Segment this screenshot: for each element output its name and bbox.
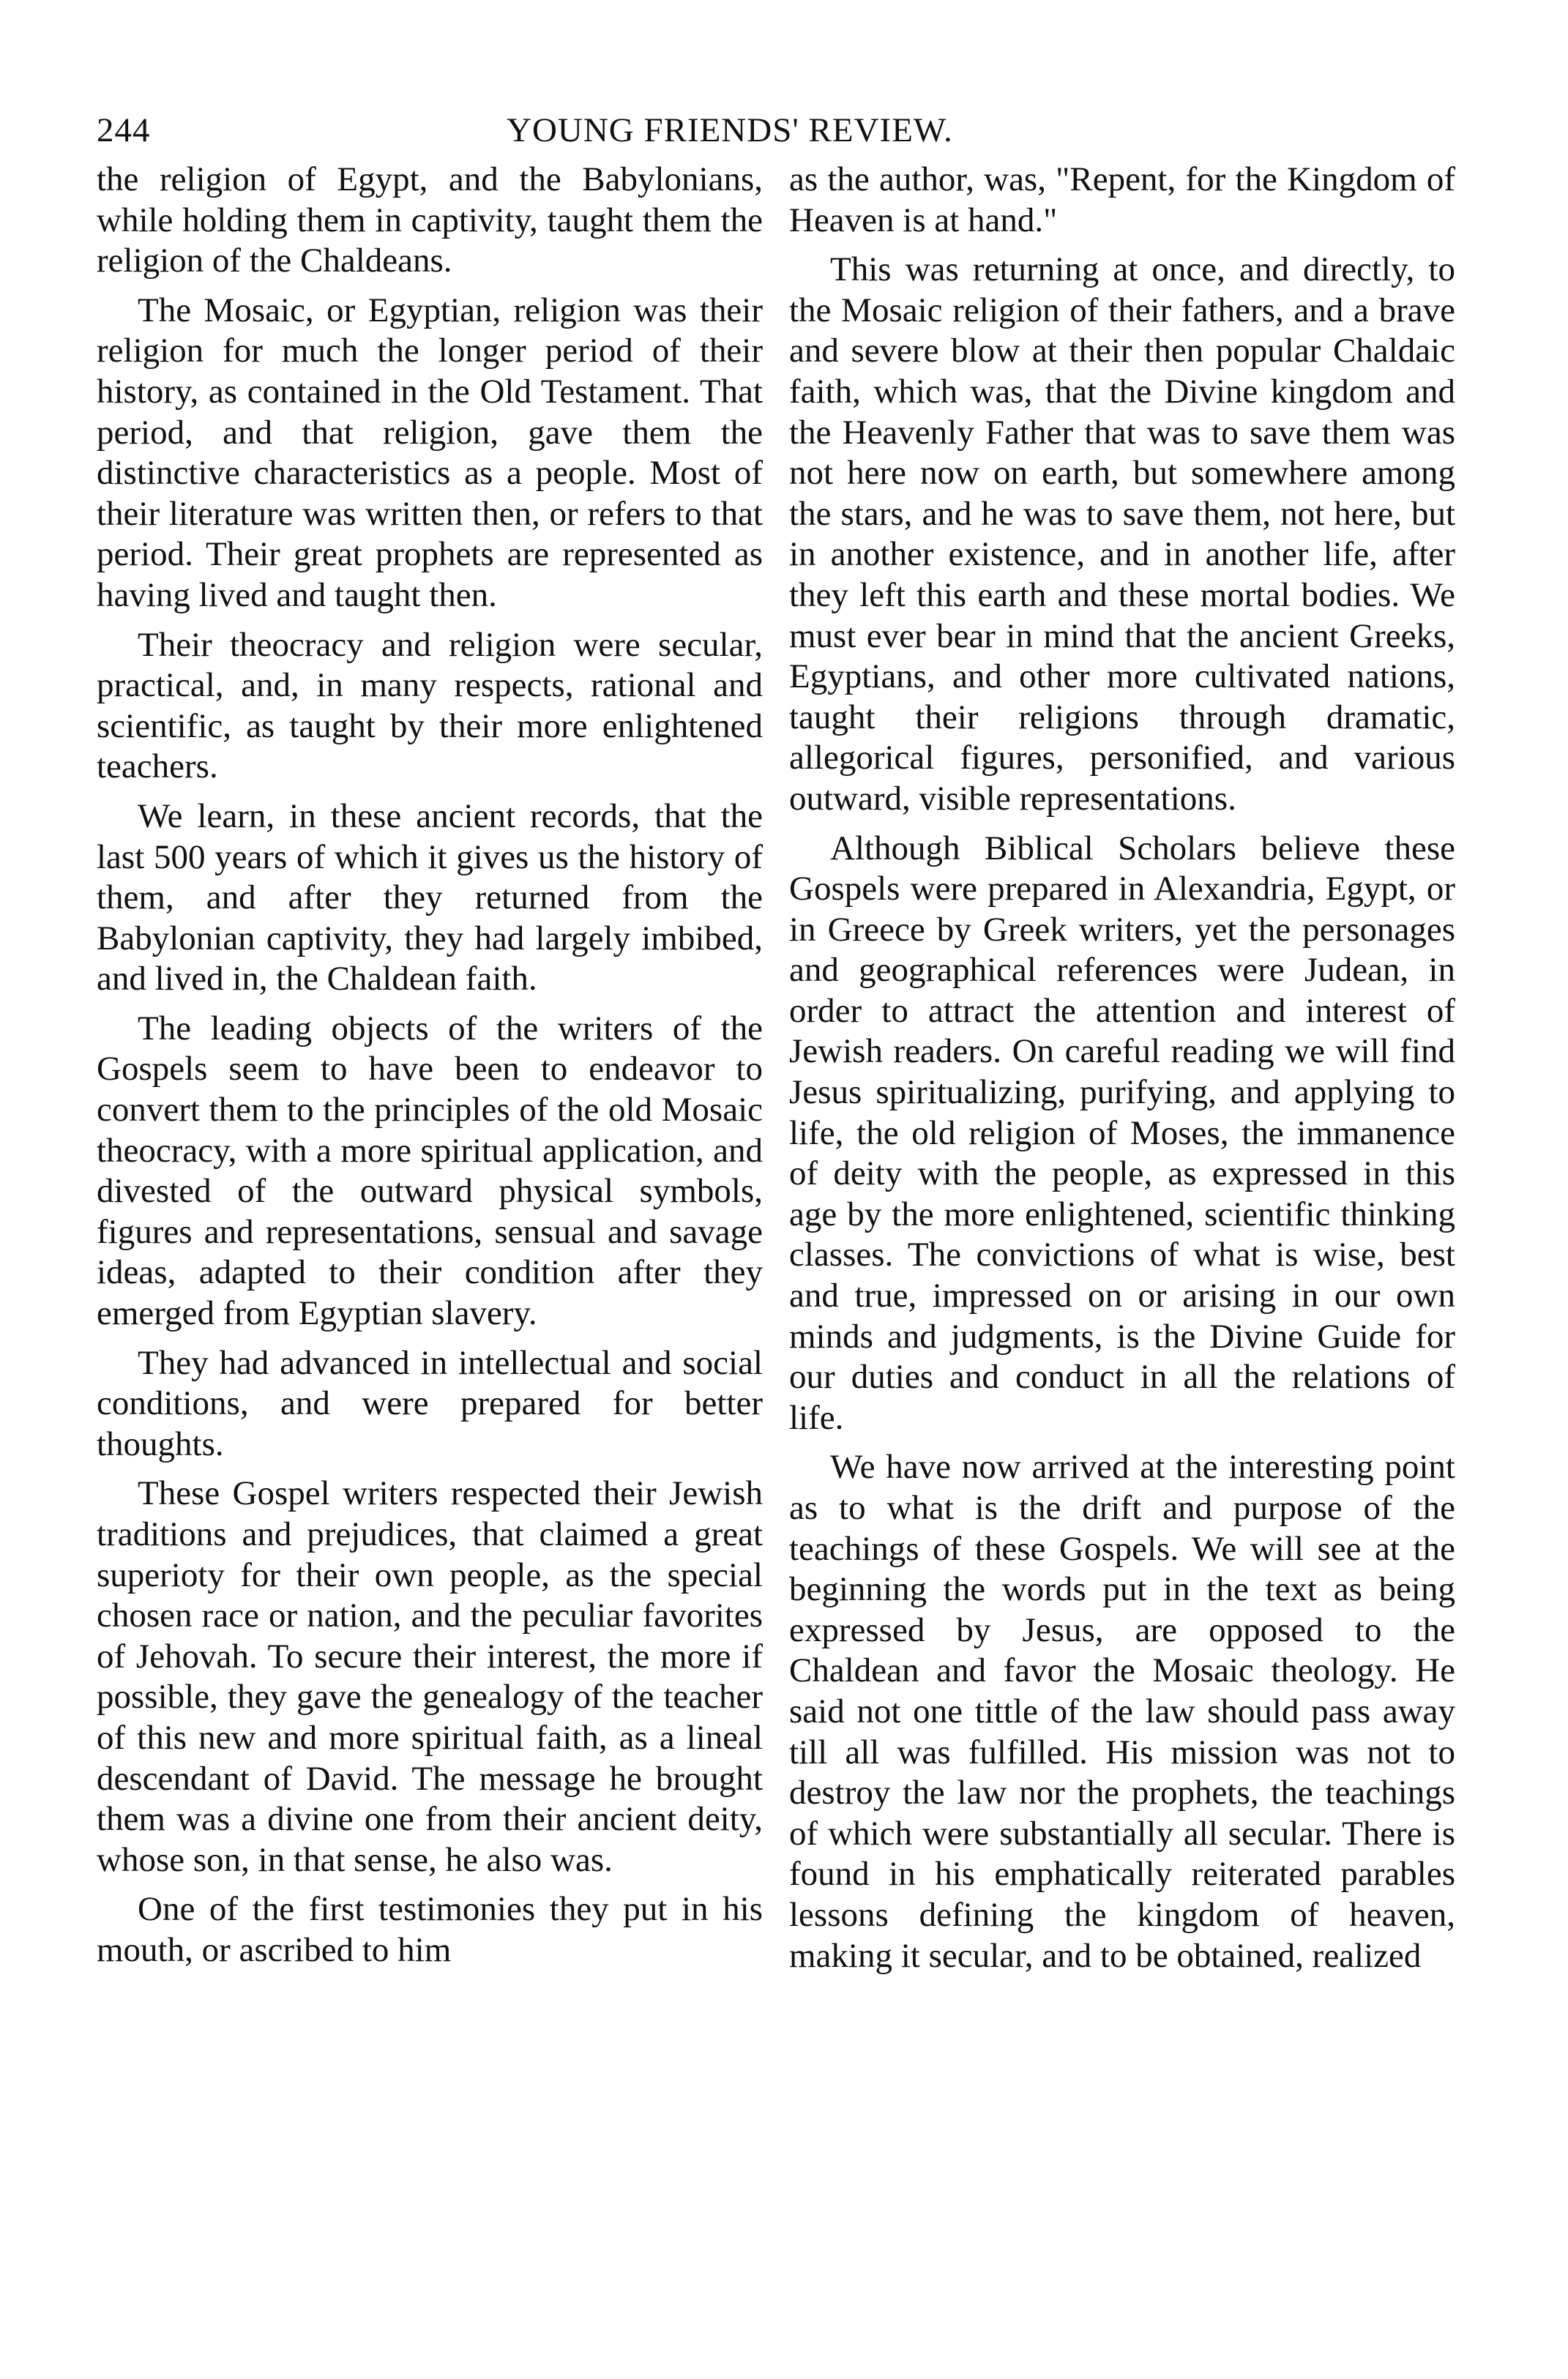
paragraph: They had advanced in intellectual and social conditions, and were prepared for better thoughts. bbox=[97, 1343, 763, 1463]
paragraph: One of the first testimonies they put in his mouth, or ascribed to him bbox=[97, 1890, 763, 1969]
left-column bbox=[97, 160, 763, 2348]
paragraph: Their theocracy and religion were secular, practical, and, in many respects, rational and scientific, as taught by their more enlightened teachers. bbox=[97, 625, 763, 786]
page-number: 244 bbox=[97, 111, 151, 149]
right-column bbox=[789, 160, 1455, 2348]
paragraph: We have now arrived at the interesting point as to what is the drift and purpose of the teachings of these Gospels. We will see at the beginning the words put in the text as being expressed by Jesus, are opposed to the Chaldean and favor the Mosaic theology. He said not one tittle of the law should pass away till all was fulfilled. His mission was not to destroy the law nor the prophets, the teachings of which were substantially all secular. There is found in his emphatically reiterated parables lessons defining the kingdom of heaven, making it secular, and to be obtained, realized bbox=[789, 1448, 1455, 1975]
paragraph: This was returning at once, and directly, to the Mosaic religion of their fathers, and a brave and severe blow at their then popular Chaldaic faith, which was, that the Divine kingdom and the Heavenly Father that was to save them was not here now on earth, but somewhere among the stars, and he was to save them, not here, but in another existence, and in another life, after they left this earth and these mortal bodies. We must ever bear in mind that the ancient Greeks, Egyptians, and other more cultivated nations, taught their religions through dramatic, allegorical figures, personified, and various outward, visible representations. bbox=[789, 250, 1455, 818]
paragraph: The leading objects of the writers of the Gospels seem to have been to endeavor to convert them to the principles of the old Mosaic theocracy, with a more spiritual application, and divested of the outward physical symbols, figures and representations, sensual and savage ideas, adapted to their condition after they emerged from Egyptian slavery. bbox=[97, 1009, 763, 1333]
paragraph: the religion of Egypt, and the Babylonians, while holding them in captivity, taught them the religion of the Chaldeans. bbox=[97, 160, 763, 280]
paragraph: as the author, was, "Repent, for the Kingdom of Heaven is at hand." bbox=[789, 160, 1455, 239]
page-header bbox=[97, 108, 1452, 152]
paragraph: The Mosaic, or Egyptian, religion was their religion for much the longer period of their history, as contained in the Old Testament. That period, and that religion, gave them the distinctive characteristics as a people. Most of their literature was written then, or refers to that period. Their great prophets are represented as having lived and taught then. bbox=[97, 291, 763, 614]
paragraph: Although Biblical Scholars believe these Gospels were prepared in Alexandria, Egypt, or in Greece by Greek writers, yet the personages and geographical references were Judean, in order to attract the attention and interest of Jewish readers. On careful reading we will find Jesus spiritualizing, purifying, and applying to life, the old religion of Moses, the immanence of deity with the people, as expressed in this age by the more enlightened, scientific thinking classes. The convictions of what is wise, best and true, impressed on or arising in our own minds and judgments, is the Divine Guide for our duties and conduct in all the relations of life. bbox=[789, 829, 1455, 1437]
paragraph: We learn, in these ancient records, that the last 500 years of which it gives us the history of them, and after they returned from the Babylonian captivity, they had largely imbibed, and lived in, the Chaldean faith. bbox=[97, 796, 763, 998]
paragraph: These Gospel writers respected their Jewish traditions and prejudices, that claimed a great superioty for their own people, as the special chosen race or nation, and the peculiar favorites of Jehovah. To secure their interest, the more if possible, they gave the genealogy of the teacher of this new and more spiritual faith, as a lineal descendant of David. The message he brought them was a divine one from their ancient deity, whose son, in that sense, he also was. bbox=[97, 1474, 763, 1879]
running-title: YOUNG FRIENDS' REVIEW. bbox=[507, 111, 953, 149]
